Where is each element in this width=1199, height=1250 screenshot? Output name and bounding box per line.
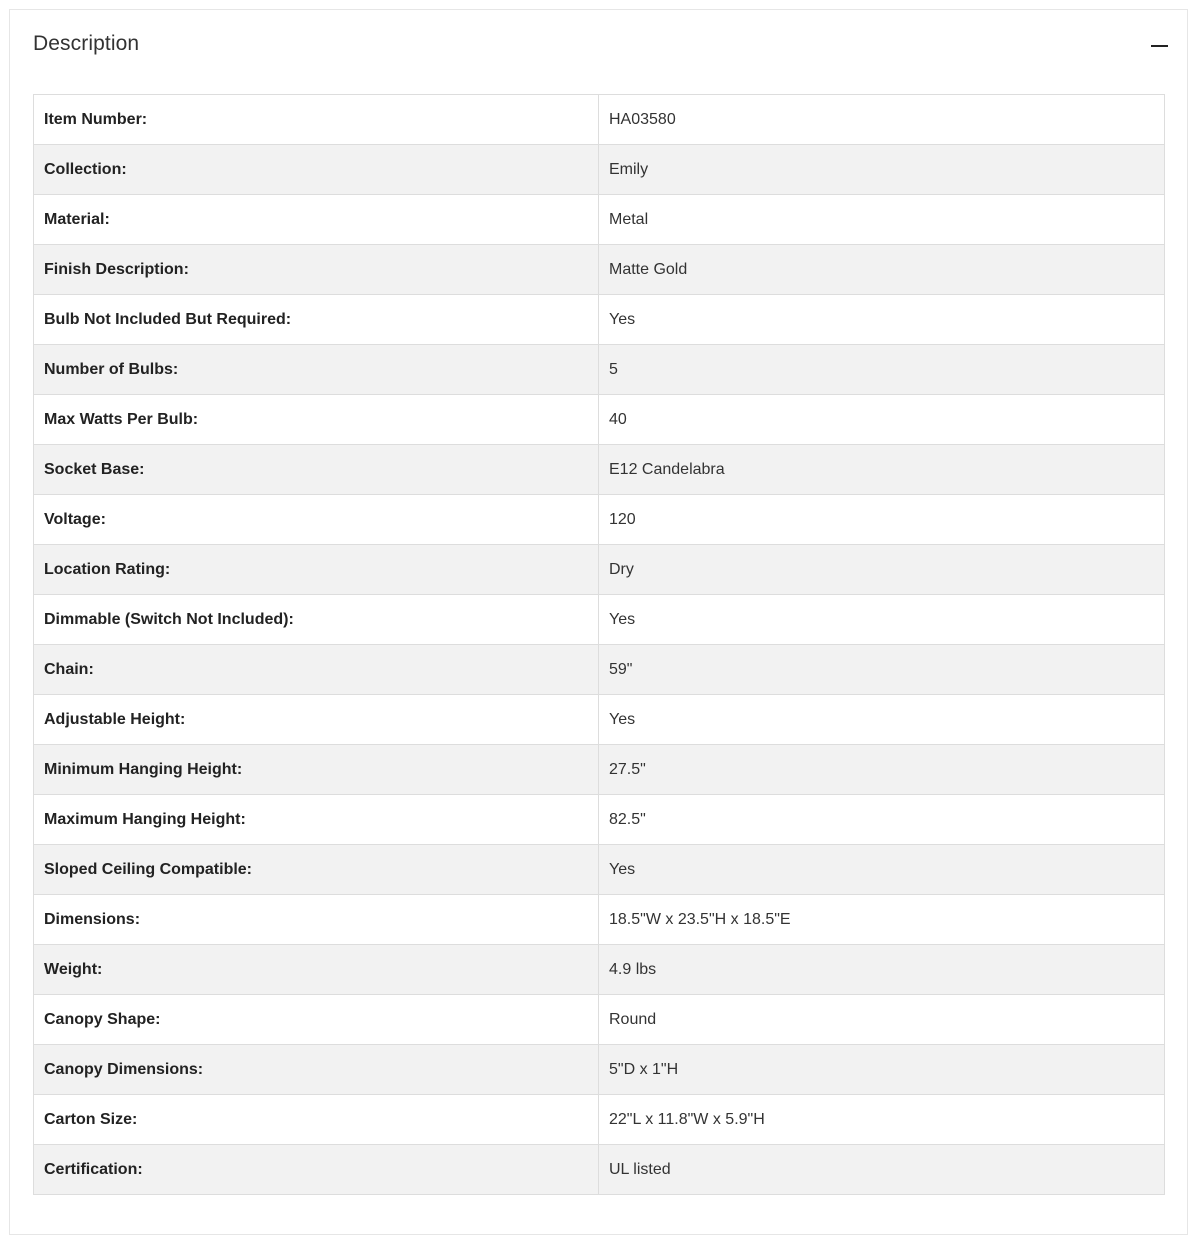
spec-value: HA03580 — [599, 95, 1165, 145]
spec-label: Chain: — [34, 645, 599, 695]
spec-value: UL listed — [599, 1145, 1165, 1195]
table-row — [34, 845, 1165, 895]
table-row — [34, 1095, 1165, 1145]
table-row — [34, 795, 1165, 845]
table-row — [34, 595, 1165, 645]
table-row — [34, 95, 1165, 145]
spec-label: Material: — [34, 195, 599, 245]
spec-value: 18.5"W x 23.5"H x 18.5"E — [599, 895, 1165, 945]
panel-header[interactable] — [10, 10, 1187, 82]
table-row — [34, 745, 1165, 795]
spec-label: Max Watts Per Bulb: — [34, 395, 599, 445]
spec-value: 27.5" — [599, 745, 1165, 795]
spec-label: Maximum Hanging Height: — [34, 795, 599, 845]
table-row — [34, 945, 1165, 995]
spec-value: 120 — [599, 495, 1165, 545]
spec-label: Canopy Dimensions: — [34, 1045, 599, 1095]
spec-value: 22"L x 11.8"W x 5.9"H — [599, 1095, 1165, 1145]
spec-label: Dimensions: — [34, 895, 599, 945]
spec-value: Matte Gold — [599, 245, 1165, 295]
spec-label: Adjustable Height: — [34, 695, 599, 745]
spec-label: Finish Description: — [34, 245, 599, 295]
spec-value: Yes — [599, 845, 1165, 895]
spec-label: Voltage: — [34, 495, 599, 545]
spec-label: Location Rating: — [34, 545, 599, 595]
specifications-table-body — [34, 95, 1165, 1195]
minus-icon[interactable] — [1151, 45, 1168, 47]
description-panel — [9, 9, 1188, 1235]
spec-value: Round — [599, 995, 1165, 1045]
table-row — [34, 645, 1165, 695]
collapse-button[interactable] — [1147, 34, 1171, 58]
spec-value: E12 Candelabra — [599, 445, 1165, 495]
spec-value: 82.5" — [599, 795, 1165, 845]
spec-value: Emily — [599, 145, 1165, 195]
specifications-table — [33, 94, 1165, 1195]
spec-value: 5 — [599, 345, 1165, 395]
spec-value: Metal — [599, 195, 1165, 245]
table-row — [34, 445, 1165, 495]
spec-label: Carton Size: — [34, 1095, 599, 1145]
table-row — [34, 895, 1165, 945]
table-row — [34, 245, 1165, 295]
spec-value: Yes — [599, 595, 1165, 645]
spec-label: Bulb Not Included But Required: — [34, 295, 599, 345]
spec-label: Dimmable (Switch Not Included): — [34, 595, 599, 645]
spec-label: Collection: — [34, 145, 599, 195]
table-row — [34, 495, 1165, 545]
spec-value: Yes — [599, 295, 1165, 345]
table-row — [34, 295, 1165, 345]
spec-label: Sloped Ceiling Compatible: — [34, 845, 599, 895]
table-row — [34, 1145, 1165, 1195]
spec-label: Item Number: — [34, 95, 599, 145]
spec-value: 59" — [599, 645, 1165, 695]
spec-label: Minimum Hanging Height: — [34, 745, 599, 795]
spec-label: Certification: — [34, 1145, 599, 1195]
spec-label: Number of Bulbs: — [34, 345, 599, 395]
spec-label: Socket Base: — [34, 445, 599, 495]
table-row — [34, 545, 1165, 595]
spec-label: Canopy Shape: — [34, 995, 599, 1045]
table-row — [34, 395, 1165, 445]
spec-value: 40 — [599, 395, 1165, 445]
spec-value: Dry — [599, 545, 1165, 595]
panel-title: Description — [33, 32, 140, 55]
spec-value: Yes — [599, 695, 1165, 745]
spec-value: 4.9 lbs — [599, 945, 1165, 995]
table-row — [34, 1045, 1165, 1095]
table-row — [34, 345, 1165, 395]
spec-value: 5"D x 1"H — [599, 1045, 1165, 1095]
table-row — [34, 995, 1165, 1045]
table-row — [34, 195, 1165, 245]
table-row — [34, 145, 1165, 195]
spec-label: Weight: — [34, 945, 599, 995]
table-row — [34, 695, 1165, 745]
